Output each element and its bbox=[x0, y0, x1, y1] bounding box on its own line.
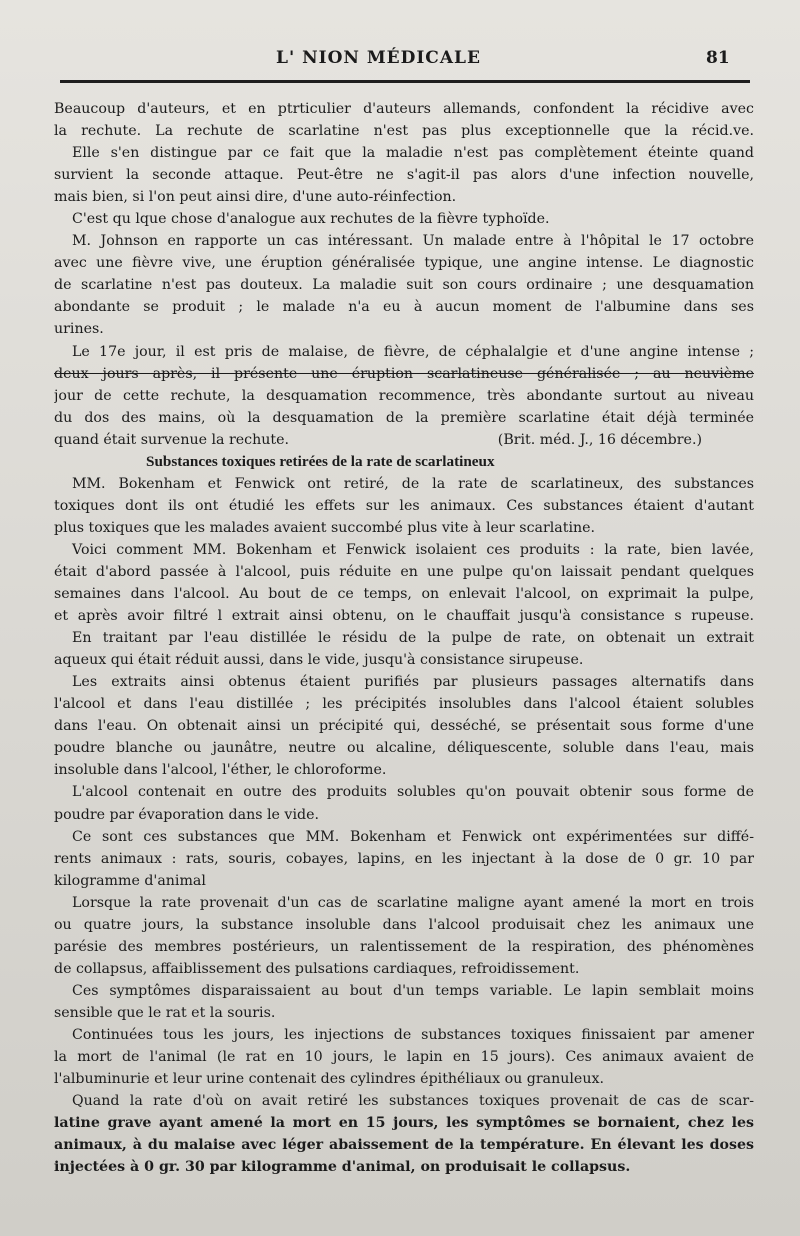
text-line: MM. Bokenham et Fenwick ont retiré, de la rate de scarlatineux, des substances bbox=[72, 475, 754, 492]
text-line: L'alcool contenait en outre des produits solubles qu'on pouvait obtenir sous forme de bbox=[72, 784, 754, 801]
text-line: la mort de l'animal (le rat en 10 jours, le lapin en 15 jours). Ces animaux avaient de bbox=[54, 1049, 754, 1066]
text-line: avec une fièvre vive, une éruption généralisée typique, une angine intense. Le diagnostic bbox=[54, 255, 754, 272]
text-line: sensible que le rat et la souris. bbox=[54, 1004, 276, 1021]
text-line: survient la seconde attaque. Peut-être ne s'agit-il pas alors d'une infection nouvelle, bbox=[54, 167, 754, 184]
text-line: poudre par évaporation dans le vide. bbox=[54, 806, 319, 823]
text-line-with-reference bbox=[54, 429, 754, 451]
text-line: semaines dans l'alcool. Au bout de ce temps, on enlevait l'alcool, on exprimait la pulpe, bbox=[54, 586, 754, 603]
page-header bbox=[0, 44, 800, 74]
text-line: du dos des mains, où la desquamation de la première scarlatine était déjà terminée bbox=[54, 409, 754, 426]
text-line: ou quatre jours, la substance insoluble dans l'alcool produisait chez les animaux une bbox=[54, 916, 754, 933]
text-line: Beaucoup d'auteurs, et en ptrticulier d'auteurs allemands, confondent la récidive avec bbox=[54, 101, 754, 117]
text-line: Ce sont ces substances que MM. Bokenham et Fenwick ont expérimentées sur diffé- bbox=[72, 828, 754, 845]
text-line: poudre blanche ou jaunâtre, neutre ou alcaline, déliquescente, soluble dans l'eau, mais bbox=[54, 740, 754, 757]
text-line: insoluble dans l'alcool, l'éther, le chloroforme. bbox=[54, 762, 387, 779]
text-line: Elle s'en distingue par ce fait que la maladie n'est pas complètement éteinte quand bbox=[72, 145, 754, 162]
text-line: la rechute. La rechute de scarlatine n'est pas plus exceptionnelle que la récid.ve. bbox=[54, 123, 754, 140]
text-line: et après avoir filtré l extrait ainsi obtenu, on le chauffait jusqu'à consistance s rupeuse. bbox=[54, 608, 754, 625]
text-line: rents animaux : rats, souris, cobayes, lapins, en les injectant à la dose de 0 gr. 10 par bbox=[54, 850, 754, 867]
article-body bbox=[54, 98, 754, 1178]
text-line: l'alcool et dans l'eau distillée ; les précipités insolubles dans l'alcool étaient solubles bbox=[54, 696, 754, 713]
text-line: plus toxiques que les malades avaient succombé plus vite à leur scarlatine. bbox=[54, 519, 596, 536]
text-line-struck: deux jours après, il présente une éruption scarlatineuse généralisée ; au neuvième bbox=[54, 365, 754, 382]
running-title: L' NION MÉDICALE bbox=[276, 48, 481, 68]
text-line: de scarlatine n'est pas douteux. La maladie suit son cours ordinaire ; une desquamation bbox=[54, 277, 754, 294]
text-line: l'albuminurie et leur urine contenait des cylindres épithéliaux ou granuleux. bbox=[54, 1071, 604, 1088]
citation-reference: (Brit. méd. J., 16 décembre.) bbox=[497, 431, 702, 448]
text-line: dans l'eau. On obtenait ainsi un précipité qui, desséché, se présentait sous forme d'une bbox=[54, 718, 754, 735]
page-number: 81 bbox=[706, 48, 730, 68]
text-line: Continuées tous les jours, les injections de substances toxiques finissaient par amener bbox=[72, 1026, 754, 1043]
text-line: Les extraits ainsi obtenus étaient purifiés par plusieurs passages alternatifs dans bbox=[72, 674, 754, 691]
text-line: latine grave ayant amené la mort en 15 jours, les symptômes se bornaient, chez les bbox=[54, 1115, 754, 1132]
text-line: M. Johnson en rapporte un cas intéressant. Un malade entre à l'hôpital le 17 octobre bbox=[72, 233, 754, 250]
text-line: En traitant par l'eau distillée le résidu de la pulpe de rate, on obtenait un extrait bbox=[72, 630, 754, 647]
text-line: injectées à 0 gr. 30 par kilogramme d'animal, on produisait le collapsus. bbox=[54, 1159, 631, 1176]
text-line: quand était survenue la rechute. bbox=[54, 431, 290, 448]
text-line: toxiques dont ils ont étudié les effets sur les animaux. Ces substances étaient d'autant bbox=[54, 497, 754, 514]
text-line: Lorsque la rate provenait d'un cas de scarlatine maligne ayant amené la mort en trois bbox=[72, 894, 754, 911]
text-line: animaux, à du malaise avec léger abaissement de la température. En élevant les doses bbox=[54, 1137, 754, 1154]
text-line: aqueux qui était réduit aussi, dans le vide, jusqu'à consistance sirupeuse. bbox=[54, 652, 584, 669]
text-line: mais bien, si l'on peut ainsi dire, d'une auto-réinfection. bbox=[54, 189, 457, 206]
text-line: kilogramme d'animal bbox=[54, 872, 206, 889]
header-rule bbox=[60, 80, 750, 83]
text-line: Ces symptômes disparaissaient au bout d'un temps variable. Le lapin semblait moins bbox=[72, 982, 754, 999]
text-line: était d'abord passée à l'alcool, puis réduite en une pulpe qu'on laissait pendant quelques bbox=[54, 563, 754, 580]
section-heading: Substances toxiques retirées de la rate de scarlatineux bbox=[146, 452, 495, 470]
text-line: Voici comment MM. Bokenham et Fenwick isolaient ces produits : la rate, bien lavée, bbox=[72, 541, 754, 558]
text-line: Quand la rate d'où on avait retiré les substances toxiques provenait de cas de scar- bbox=[72, 1093, 754, 1110]
text-line: urines. bbox=[54, 321, 104, 338]
text-line: abondante se produit ; le malade n'a eu à aucun moment de l'albumine dans ses bbox=[54, 299, 754, 316]
text-line: Le 17e jour, il est pris de malaise, de fièvre, de céphalalgie et d'une angine intense ; bbox=[72, 343, 754, 360]
text-line: jour de cette rechute, la desquamation recommence, très abondante surtout au niveau bbox=[54, 387, 754, 404]
text-line: C'est qu lque chose d'analogue aux rechutes de la fièvre typhoïde. bbox=[72, 211, 550, 228]
text-line: de collapsus, affaiblissement des pulsations cardiaques, refroidissement. bbox=[54, 960, 580, 977]
text-line: parésie des membres postérieurs, un ralentissement de la respiration, des phénomènes bbox=[54, 938, 754, 955]
